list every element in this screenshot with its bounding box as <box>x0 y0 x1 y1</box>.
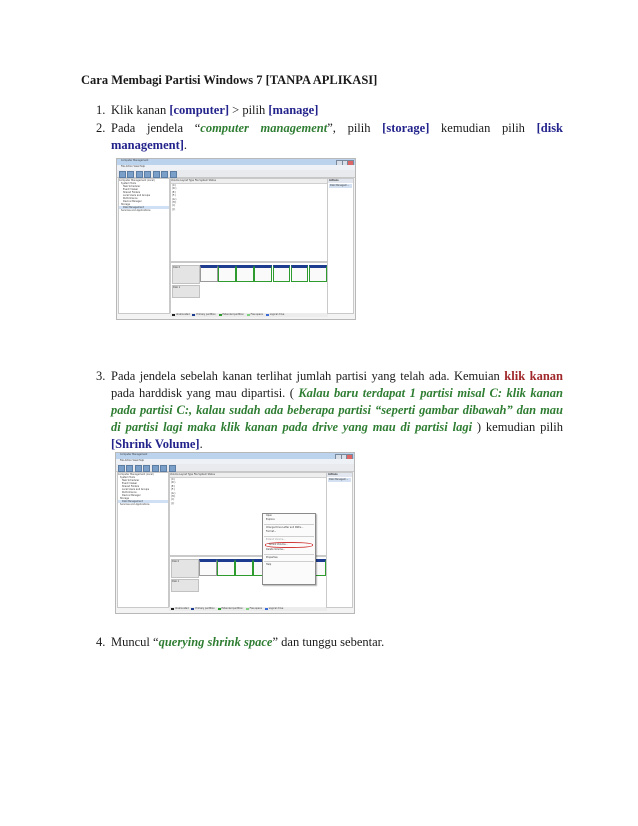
window-title: Computer Management <box>117 159 355 165</box>
context-menu-item-help: Help <box>266 563 272 567</box>
text-run: . <box>183 138 188 152</box>
tree-item: System Tools <box>120 476 135 479</box>
menu-separator <box>264 524 314 525</box>
legend-swatch <box>192 314 195 317</box>
volume-header: Volume Layout Type File System Status <box>170 473 328 478</box>
context-menu-item-shrink-volume: Shrink Volume... <box>265 542 313 548</box>
up-icon <box>136 171 143 178</box>
legend <box>169 607 327 611</box>
legend-swatch <box>246 608 249 611</box>
back-icon <box>119 171 126 178</box>
partition <box>218 265 236 282</box>
text-run: ) kemudian pilih <box>472 420 563 434</box>
partition <box>235 559 253 576</box>
volume-header: Volume Layout Type File System Status <box>171 179 329 184</box>
legend-label: Primary partition <box>196 313 216 316</box>
tree-item: Shared Folders <box>123 191 141 194</box>
toolbar <box>116 464 354 472</box>
legend-label: Extended partition <box>222 313 244 316</box>
keyword-shrink-volume: [Shrink Volume] <box>111 437 200 451</box>
text-run: ”, pilih <box>327 121 383 135</box>
help-icon <box>152 465 159 472</box>
actions-title: Actions <box>327 473 352 477</box>
keyword-computer-management: computer management <box>200 121 328 135</box>
volume-row: (I:) <box>172 204 176 208</box>
menu-separator <box>264 536 314 537</box>
tree-item: Computer Management (Local) <box>119 179 155 182</box>
volume-row: (E:) <box>172 190 177 194</box>
volume-row: (H:) <box>172 200 177 204</box>
disk-1-label: Disk 1 <box>172 285 200 298</box>
screenshot-computer-management <box>116 158 356 320</box>
document-title: Cara Membagi Partisi Windows 7 [TANPA APLIKASI] <box>81 73 378 87</box>
step-number: 3. <box>96 369 106 383</box>
actions-title: Actions <box>328 179 353 183</box>
forward-icon <box>127 171 134 178</box>
legend-swatch <box>191 608 194 611</box>
keyword-computer: [computer] <box>169 103 230 117</box>
legend-label: Free space <box>249 607 262 610</box>
tree-item: Computer Management (Local) <box>118 473 154 476</box>
actions-item: Disk Managem... <box>329 184 352 188</box>
window-title: Computer Management <box>116 453 354 459</box>
volume-row: (H:) <box>171 494 176 498</box>
text-run: . <box>199 437 203 451</box>
tree-item-selected: Disk Management <box>118 500 168 503</box>
properties-icon <box>144 171 151 178</box>
tree-item: Services and Applications <box>120 503 150 506</box>
disk-0-label: Disk 0 <box>172 265 200 284</box>
legend-swatch <box>247 314 250 317</box>
tree-item: Performance <box>122 491 137 494</box>
legend-swatch <box>171 608 174 611</box>
context-menu-item-properties: Properties <box>266 555 278 559</box>
tree-item: Local Users and Groups <box>123 194 151 197</box>
step-number: 2. <box>96 121 106 135</box>
refresh-icon <box>169 465 176 472</box>
volume-row: (F:) <box>172 194 176 198</box>
step-text <box>111 102 563 119</box>
partition <box>236 265 254 282</box>
partition <box>254 265 272 282</box>
volume-row: (I:) <box>171 498 175 502</box>
legend-swatch <box>172 314 175 317</box>
text-run: > pilih <box>229 103 269 117</box>
volume-row: (G:) <box>172 197 177 201</box>
text-run: kemudian pilih <box>429 121 537 135</box>
forward-icon <box>126 465 133 472</box>
note-italic: Kalau baru terdapat 1 partisi misal C: klik kanan pada partisi C:, kalau sudah ada beberapa partisi “seperti gambar dibawah” dan mau di partisi lagi maka klik kanan pada drive yang mau di partisi lagi <box>111 386 564 434</box>
legend <box>170 313 328 317</box>
legend-label: Unallocated <box>176 313 190 316</box>
text-run: Pada jendela sebelah kanan terlihat jumlah partisi yang telah ada. Kemuian <box>111 369 505 383</box>
volume-row: (J:) <box>172 207 176 211</box>
step-text <box>111 368 563 453</box>
menu-bar: File Action View Help <box>116 459 354 464</box>
tree-item: Storage <box>120 497 129 500</box>
menu-separator <box>264 554 314 555</box>
text-run: pada harddisk yang mau dipartisi. ( <box>111 386 299 400</box>
volume-list <box>170 178 330 262</box>
help-icon <box>153 171 160 178</box>
legend-label: Logical drive <box>268 607 284 610</box>
tree-item: Task Scheduler <box>123 185 141 188</box>
disk-0-label: Disk 0 <box>171 559 199 578</box>
keyword-disk-management: [disk management] <box>111 121 564 152</box>
legend-swatch <box>266 314 269 317</box>
legend-label: Logical drive <box>269 313 285 316</box>
back-icon <box>118 465 125 472</box>
tree-item: Task Scheduler <box>122 479 140 482</box>
tree-item: Event Viewer <box>123 188 139 191</box>
console-tree <box>117 472 169 608</box>
keyword-klik-kanan: klik kanan <box>504 369 563 383</box>
context-menu-item-open: Open <box>266 514 273 517</box>
actions-pane <box>327 178 354 314</box>
text-run: Klik kanan <box>111 103 170 117</box>
volume-row: (C:) <box>171 478 176 481</box>
volume-row: (J:) <box>171 501 175 505</box>
actions-item: Disk Managem... <box>328 478 351 482</box>
keyword-querying-shrink-space: querying shrink space <box>158 635 273 649</box>
partition <box>200 265 218 282</box>
volume-row: (D:) <box>171 481 176 485</box>
context-menu-item-delete: Delete Volume... <box>266 548 286 552</box>
tree-item: Local Users and Groups <box>122 488 150 491</box>
screenshot-shrink-volume <box>115 452 355 614</box>
disk-map <box>170 262 330 314</box>
properties-icon <box>143 465 150 472</box>
console-tree <box>118 178 170 314</box>
volume-row: (F:) <box>171 488 175 492</box>
partition-bar <box>200 265 327 282</box>
legend-label: Primary partition <box>195 607 215 610</box>
refresh-icon <box>170 171 177 178</box>
tree-item: Device Manager <box>122 494 141 497</box>
partition <box>199 559 217 576</box>
volume-row: (D:) <box>172 187 177 191</box>
text-run: Muncul “ <box>111 635 159 649</box>
volume-row: (C:) <box>172 184 177 187</box>
menu-bar: File Action View Help <box>117 165 355 170</box>
tree-item: Storage <box>121 203 130 206</box>
text-run: Pada jendela “ <box>111 121 201 135</box>
tree-item: Shared Folders <box>122 485 140 488</box>
delete-icon <box>160 465 167 472</box>
tree-item: System Tools <box>121 182 136 185</box>
menu-separator <box>264 561 314 562</box>
legend-swatch <box>265 608 268 611</box>
delete-icon <box>161 171 168 178</box>
partition <box>273 265 291 282</box>
legend-swatch <box>218 608 221 611</box>
volume-row: (E:) <box>171 484 176 488</box>
legend-label: Unallocated <box>175 607 189 610</box>
keyword-storage: [storage] <box>382 121 430 135</box>
step-number: 1. <box>96 103 106 117</box>
legend-label: Extended partition <box>221 607 243 610</box>
context-menu-item-change-letter: Change Drive Letter and Paths... <box>266 525 304 529</box>
tree-item: Performance <box>123 197 138 200</box>
volume-row: (G:) <box>171 491 176 495</box>
partition <box>217 559 235 576</box>
step-number: 4. <box>96 635 106 649</box>
partition <box>309 265 327 282</box>
text-run: ” dan tunggu sebentar. <box>272 635 385 649</box>
up-icon <box>135 465 142 472</box>
context-menu <box>262 513 316 585</box>
tree-item-selected: Disk Management <box>119 206 169 209</box>
keyword-manage: [manage] <box>268 103 319 117</box>
tree-item: Event Viewer <box>122 482 138 485</box>
partition <box>291 265 309 282</box>
legend-swatch <box>219 314 222 317</box>
toolbar <box>117 170 355 178</box>
legend-label: Free space <box>250 313 263 316</box>
context-menu-item-explore: Explore <box>266 518 275 522</box>
tree-item: Services and Applications <box>121 209 151 212</box>
actions-pane <box>326 472 353 608</box>
tree-item: Device Manager <box>123 200 142 203</box>
step-text <box>111 120 563 154</box>
context-menu-item-format: Format... <box>266 530 277 534</box>
context-menu-item-extend: Extend Volume... <box>266 537 286 541</box>
step-text <box>111 634 563 651</box>
disk-1-label: Disk 1 <box>171 579 199 592</box>
